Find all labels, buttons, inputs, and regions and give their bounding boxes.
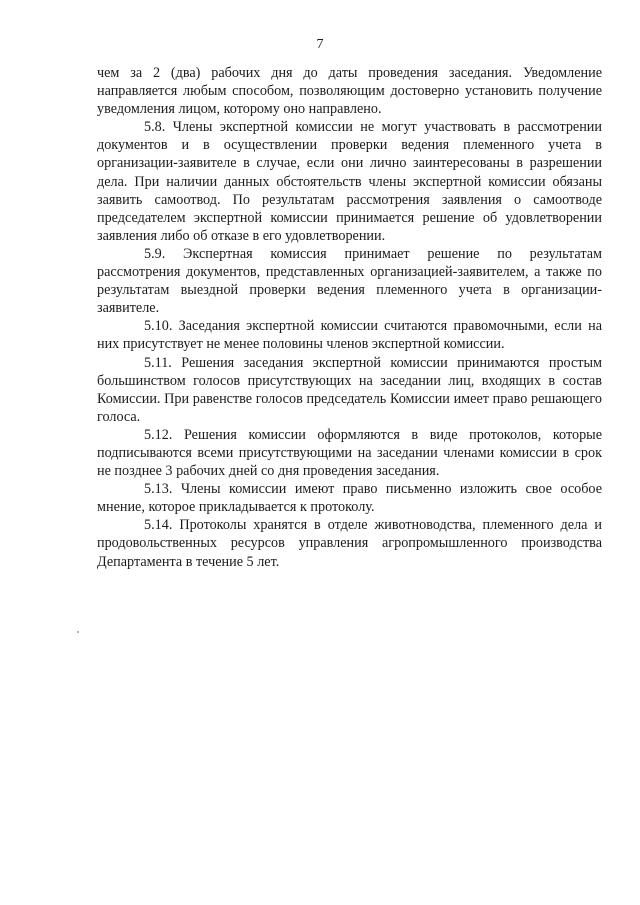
paragraph-5-14: 5.14. Протоколы хранятся в отделе животноводства, племенного дела и продовольственных ресурсов управления агропромышленного производства Департамента в течение 5 лет.: [97, 517, 602, 570]
document-body: [97, 64, 602, 571]
paragraph-5-11: 5.11. Решения заседания экспертной комиссии принимаются простым большинством голосов присутствующих на заседании лиц, входящих в состав Комиссии. При равенстве голосов председатель Комиссии имеет право решающего голоса.: [97, 354, 602, 425]
paragraph-5-12: 5.12. Решения комиссии оформляются в виде протоколов, которые подписываются всеми присутствующими на заседании членами комиссии в срок не позднее 3 рабочих дней со дня проведения заседания.: [97, 426, 602, 480]
paragraph-5-13: 5.13. Члены комиссии имеют право письменно изложить свое особое мнение, которое прикладывается к протоколу.: [97, 481, 602, 516]
paragraph-continuation: чем за 2 (два) рабочих дня до даты проведения заседания. Уведомление направляется любым способом, позволяющим достоверно установить получение уведомления лицом, которому оно направлено.: [97, 65, 602, 118]
page-number: 7: [316, 37, 324, 52]
paragraph-5-10: 5.10. Заседания экспертной комиссии считаются правомочными, если на них присутствует не менее половины членов экспертной комиссии.: [97, 318, 602, 353]
scan-speck: [77, 631, 79, 633]
paragraph-5-9: 5.9. Экспертная комиссия принимает решение по результатам рассмотрения документов, представленных организацией-заявителем, а также по результатам выездной проверки ведения племенного учета в организации-заявителе.: [97, 245, 602, 317]
paragraph-5-8: 5.8. Члены экспертной комиссии не могут участвовать в рассмотрении документов и в осуществлении проверки ведения племенного учета в организации-заявителе в случае, если они лично заинтересованы в разрешении дела. При наличии данных обстоятельств члены экспертной комиссии обязаны заявить самоотвод. По результатам рассмотрения заявления о самоотводе председателем экспертной комиссии принимается решение об удовлетворении заявления либо об отказе в его удовлетворении.: [97, 119, 602, 244]
